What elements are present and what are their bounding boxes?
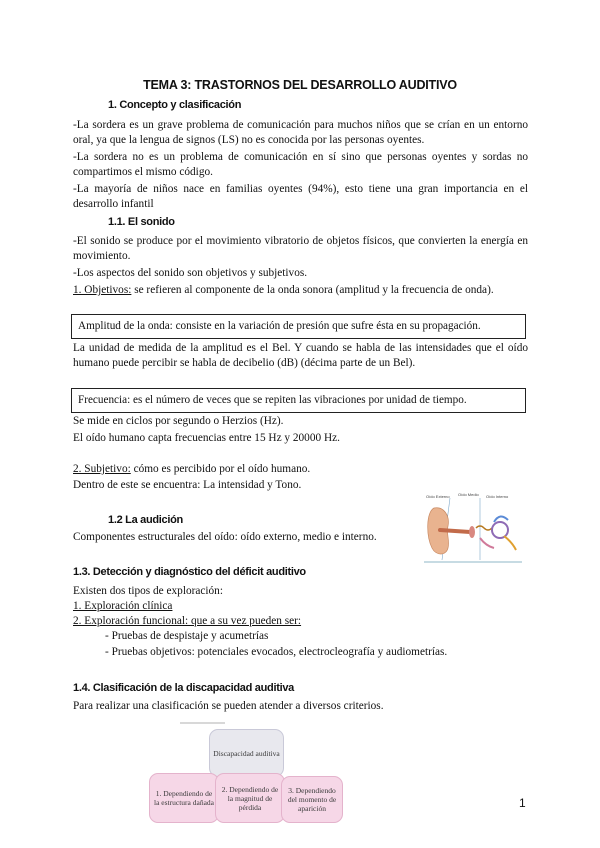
definition-box-frecuencia: Frecuencia: es el número de veces que se repiten las vibraciones por unidad de tiempo. [71, 388, 526, 413]
paragraph: Se mide en ciclos por segundo o Herzios (Hz). [73, 415, 284, 427]
section-heading-clasificacion: 1.4. Clasificación de la discapacidad auditiva [73, 682, 294, 694]
ear-label-interno: Oído Interno [486, 494, 509, 499]
paragraph: Componentes estructurales del oído: oído externo, medio e interno. [73, 531, 377, 543]
objetivos-label: 1. Objetivos: [73, 284, 132, 296]
section-heading-deteccion: 1.3. Detección y diagnóstico del déficit auditivo [73, 566, 306, 578]
ear-label-medio: Oído Medio [458, 492, 479, 497]
paragraph: Existen dos tipos de exploración: [73, 585, 223, 597]
paragraph: Dentro de este se encuentra: La intensidad y Tono. [73, 479, 302, 491]
subjetivo-text: cómo es percibido por el oído humano. [130, 463, 311, 475]
paragraph: Para realizar una clasificación se pueden atender a diversos criterios. [73, 700, 384, 712]
diagram-node-momento-aparicion: 3. Dependiendo del momento de aparición [281, 776, 343, 823]
ear-label-externo: Oído Externo [426, 494, 450, 499]
list-item-exploracion-clinica: 1. Exploración clínica [73, 600, 173, 612]
bullet-item: - Pruebas objetivos: potenciales evocados, electrocleografía y audiometrías. [105, 646, 448, 658]
diagram-node-estructura-danada: 1. Dependiendo de la estructura dañada [149, 773, 219, 823]
paragraph: -El sonido se produce por el movimiento vibratorio de objetos físicos, que convierten la energía en movimiento. [73, 235, 528, 262]
diagram-node-magnitud-perdida: 2. Dependiendo de la magnitud de pérdida [215, 773, 285, 823]
page-number: 1 [519, 796, 526, 810]
section-heading-concepto: 1. Concepto y clasificación [108, 99, 242, 111]
ear-anatomy-illustration [420, 490, 526, 566]
objetivos-text: se refieren al componente de la onda sonora (amplitud y la frecuencia de onda). [131, 284, 494, 296]
list-item-exploracion-funcional: 2. Exploración funcional: que a su vez pueden ser: [73, 615, 302, 627]
paragraph: -La mayoría de niños nace en familias oyentes (94%), esto tiene una gran importancia en el desarrollo infantil [73, 183, 528, 210]
bullet-item: - Pruebas de despistaje y acumetrías [105, 630, 269, 642]
subjetivo-label: 2. Subjetivo: [73, 463, 131, 475]
paragraph: -La sordera no es un problema de comunicación en sí sino que personas oyentes y sordas no compartimos el mismo código. [73, 151, 528, 178]
paragraph-objetivos [73, 283, 528, 298]
definition-box-amplitud: Amplitud de la onda: consiste en la variación de presión que sufre ésta en su propagación. [71, 314, 526, 339]
paragraph: La unidad de medida de la amplitud es el Bel. Y cuando se habla de las intensidades que el oído humano puede percibir se habla de decibelio (dB) (décima parte de un Bel). [73, 342, 528, 369]
document-title: TEMA 3: TRASTORNOS DEL DESARROLLO AUDITIVO [143, 78, 457, 92]
diagram-node-discapacidad-auditiva: Discapacidad auditiva [209, 729, 284, 777]
section-heading-sonido: 1.1. El sonido [108, 216, 175, 228]
paragraph-subjetivo [73, 462, 528, 477]
paragraph: -Los aspectos del sonido son objetivos y subjetivos. [73, 267, 308, 279]
section-heading-audicion: 1.2 La audición [108, 514, 183, 526]
paragraph: El oído humano capta frecuencias entre 15 Hz y 20000 Hz. [73, 432, 340, 444]
paragraph: -La sordera es un grave problema de comunicación para muchos niños que se crían en un entorno oral, ya que la lengua de signos (LS) no es conocida por las personas oyentes. [73, 119, 528, 146]
